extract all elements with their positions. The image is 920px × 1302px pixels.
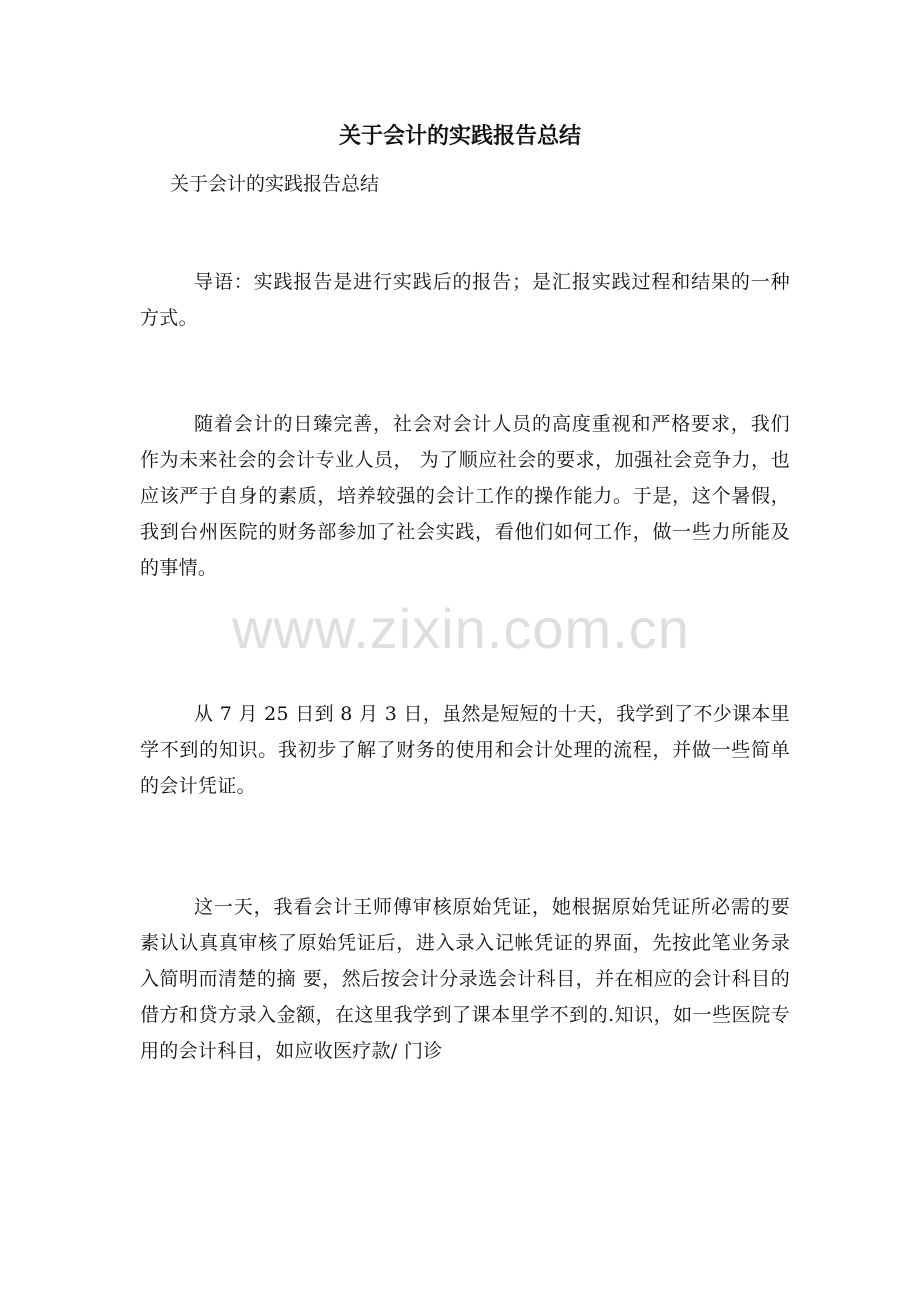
paragraph-details: 这一天，我看会计王师傅审核原始凭证，她根据原始凭证所必需的要素认认真真审核了原始凭证后，进入录入记帐凭证的界面，先按此笔业务录入简明而清楚的摘 要，然后按会计分录选会计科目，并在相应的会计科目的借方和贷方录入金额，在这里我学到了课本里学不到的.知识，如一些医院专用的会计科目，如应收医疗款/ 门诊 [140,896,790,1062]
paragraph-intro: 导语：实践报告是进行实践后的报告；是汇报实践过程和结果的一种方式。 [140,271,790,329]
paragraph-period: 从 7 月 25 日到 8 月 3 日，虽然是短短的十天，我学到了不少课本里学不到的知识。我初步了解了财务的使用和会计处理的流程，并做一些简单的会计凭证。 [140,703,790,797]
site-watermark: www.zixin.com.cn [232,597,690,660]
document-subtitle: 关于会计的实践报告总结 [170,173,380,195]
document-title: 关于会计的实践报告总结 [338,123,581,149]
paragraph-background: 随着会计的日臻完善，社会对会计人员的高度重视和严格要求，我们作为未来社会的会计专业人员， 为了顺应社会的要求，加强社会竞争力，也应该严于自身的素质，培养较强的会计工作的操作能力。于是，这个暑假，我到台州医院的财务部参加了社会实践，看他们如何工作，做一些力所能及的事情。 [140,413,790,579]
